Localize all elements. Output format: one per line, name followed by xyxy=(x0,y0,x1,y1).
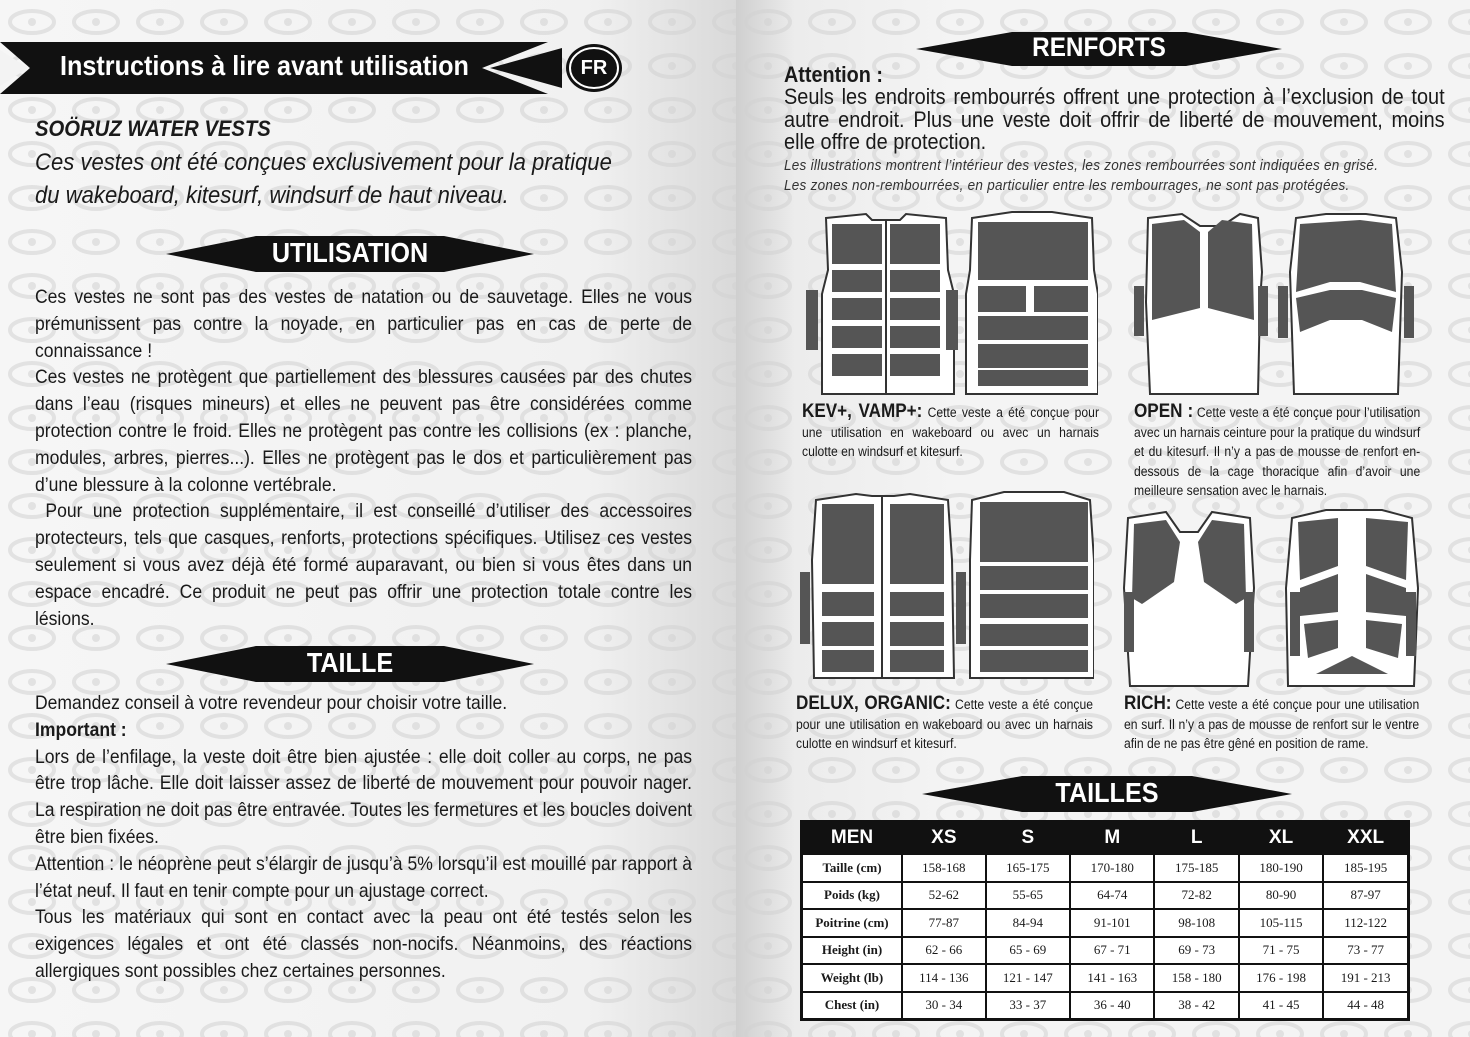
table-cell: 176 - 198 xyxy=(1239,964,1323,992)
vest-delux-illustration xyxy=(794,490,1094,682)
header-cell: XL xyxy=(1239,822,1323,855)
illustration-note xyxy=(784,156,1450,196)
important-label: Important : xyxy=(35,718,127,741)
row-label: Poitrine (cm) xyxy=(802,909,903,937)
model-desc-rich xyxy=(1124,694,1419,754)
table-cell: 114 - 136 xyxy=(902,964,986,992)
header-cell: MEN xyxy=(802,822,903,855)
table-cell: 41 - 45 xyxy=(1239,992,1323,1020)
taille-paragraph: Lors de l’enfilage, la veste doit être bien ajustée : elle doit coller au corps, ne pas être trop lâche. Elle doit laisser assez de liberté de mouvement pour pouvoir nager. La respiration ne doit pas être entravée. Toutes les fermetures et les boucles doivent être bien fixées. xyxy=(35,745,692,848)
table-cell: 36 - 40 xyxy=(1070,992,1154,1020)
taille-intro: Demandez conseil à votre revendeur pour choisir votre taille. xyxy=(35,692,508,714)
size-table-header xyxy=(802,822,1409,855)
row-label: Poids (kg) xyxy=(802,882,903,910)
model-name: RICH: xyxy=(1124,693,1172,714)
table-cell: 64-74 xyxy=(1070,882,1154,910)
taille-paragraph: Tous les matériaux qui sont en contact avec la peau ont été testés selon les exigences légales et ont été classés non-nocifs. Néanmoins, des réactions allergiques sont possibles chez certaines personnes. xyxy=(35,906,692,982)
table-row xyxy=(802,937,1409,965)
vest-kev-illustration xyxy=(798,210,1098,400)
right-page xyxy=(736,0,1470,1037)
model-text: Cette veste a été conçue pour l’utilisation avec un harnais ceinture pour la pratique du windsurf et du kitesurf. Il n’y a pas de mousse de renfort en-dessous de la cage thoracique afin d’avoir une meilleure sensation avec le harnais. xyxy=(1134,405,1421,498)
header-cell: M xyxy=(1070,822,1154,855)
table-cell: 80-90 xyxy=(1239,882,1323,910)
note-line: Les zones non-rembourrées, en particulier entre les rembourrages, ne sont pas protégées. xyxy=(784,177,1350,194)
model-name: KEV+, VAMP+: xyxy=(802,401,923,422)
utilisation-heading: UTILISATION xyxy=(271,237,429,268)
table-cell: 52-62 xyxy=(902,882,986,910)
table-cell: 30 - 34 xyxy=(902,992,986,1020)
table-cell: 65 - 69 xyxy=(986,937,1070,965)
page-title: Instructions à lire avant utilisation xyxy=(60,50,469,81)
table-cell: 67 - 71 xyxy=(1070,937,1154,965)
row-label: Taille (cm) xyxy=(802,854,903,882)
table-cell: 121 - 147 xyxy=(986,964,1070,992)
utilisation-banner xyxy=(166,236,534,272)
table-row xyxy=(802,964,1409,992)
model-name: OPEN : xyxy=(1134,401,1194,422)
table-cell: 73 - 77 xyxy=(1323,937,1408,965)
model-text: Cette veste a été conçue pour une utilisation en wakeboard ou avec un harnais culotte en windsurf et kitesurf. xyxy=(802,405,1099,459)
table-cell: 98-108 xyxy=(1154,909,1238,937)
table-cell: 84-94 xyxy=(986,909,1070,937)
vest-open-illustration xyxy=(1130,212,1420,398)
tailles-heading: TAILLES xyxy=(1055,777,1159,808)
renforts-heading: RENFORTS xyxy=(1032,32,1166,62)
model-name: DELUX, ORGANIC: xyxy=(796,693,951,714)
note-line: Les illustrations montrent l’intérieur des vestes, les zones rembourrées sont indiquées en grisé. xyxy=(784,157,1379,174)
vest-rich-illustration xyxy=(1120,508,1420,688)
table-row xyxy=(802,854,1409,882)
table-cell: 165-175 xyxy=(986,854,1070,882)
table-row xyxy=(802,992,1409,1020)
table-cell: 69 - 73 xyxy=(1154,937,1238,965)
table-cell: 175-185 xyxy=(1154,854,1238,882)
table-cell: 170-180 xyxy=(1070,854,1154,882)
table-cell: 72-82 xyxy=(1154,882,1238,910)
table-cell: 180-190 xyxy=(1239,854,1323,882)
intro-text: Ces vestes ont été conçues exclusivement pour la pratique du wakeboard, kitesurf, windsurf de haut niveau. xyxy=(35,149,612,209)
table-cell: 191 - 213 xyxy=(1323,964,1408,992)
utilisation-paragraph: Ces vestes ne sont pas des vestes de natation ou de sauvetage. Elles ne vous prémunissent pas contre la noyade, en particulier pas en cas de perte de connaissance ! xyxy=(35,286,692,362)
utilisation-paragraph: Ces vestes ne protègent que partiellement des blessures causées par des chutes dans l’eau (risques mineurs) et elles ne peuvent pas être considérées comme protection contre le froid. Elles ne protègent pas contre les collisions (ex : planche, modules, arbres, pierres...). Elles ne protègent pas le dos et particulièrement pas d’une blessure à la colonne vertébrale. xyxy=(35,366,692,496)
table-cell: 105-115 xyxy=(1239,909,1323,937)
taille-heading: TAILLE xyxy=(306,647,394,678)
table-cell: 185-195 xyxy=(1323,854,1408,882)
table-cell: 141 - 163 xyxy=(1070,964,1154,992)
taille-paragraph: Attention : le néoprène peut s’élargir de jusqu’à 5% lorsqu’il est mouillé par rapport à l’état neuf. Il faut en tenir compte pour un ajustage correct. xyxy=(35,852,692,902)
table-cell: 38 - 42 xyxy=(1154,992,1238,1020)
tailles-banner xyxy=(922,776,1292,812)
taille-body xyxy=(35,690,692,985)
table-cell: 87-97 xyxy=(1323,882,1408,910)
attention-label: Attention : xyxy=(784,62,883,87)
model-desc-delux xyxy=(796,694,1093,754)
utilisation-body xyxy=(35,284,697,632)
table-cell: 71 - 75 xyxy=(1239,937,1323,965)
header-cell: S xyxy=(986,822,1070,855)
table-cell: 91-101 xyxy=(1070,909,1154,937)
table-cell: 44 - 48 xyxy=(1323,992,1408,1020)
table-cell: 158-168 xyxy=(902,854,986,882)
table-cell: 55-65 xyxy=(986,882,1070,910)
row-label: Height (in) xyxy=(802,937,903,965)
renforts-banner xyxy=(916,32,1282,66)
model-desc-kev xyxy=(802,402,1099,462)
header-cell: XXL xyxy=(1323,822,1408,855)
taille-banner xyxy=(166,646,534,682)
model-desc-open xyxy=(1134,402,1420,501)
model-text: Cette veste a été conçue pour une utilisation en surf. Il n’y a pas de mousse de renfort sur le ventre afin de ne pas être gêné en position de rame. xyxy=(1124,697,1420,751)
header-cell: L xyxy=(1154,822,1238,855)
row-label: Chest (in) xyxy=(802,992,903,1020)
attention-body: Seuls les endroits rembourrés offrent une protection à l’exclusion de tout autre endroit. Plus une veste doit offrir de liberté de mouvement, moins elle offre de protection. xyxy=(784,84,1445,154)
table-cell: 77-87 xyxy=(902,909,986,937)
table-row xyxy=(802,909,1409,937)
table-cell: 62 - 66 xyxy=(902,937,986,965)
table-cell: 158 - 180 xyxy=(1154,964,1238,992)
table-row xyxy=(802,882,1409,910)
language-badge: FR xyxy=(580,57,608,79)
row-label: Weight (lb) xyxy=(802,964,903,992)
size-table xyxy=(800,820,1410,1021)
table-cell: 33 - 37 xyxy=(986,992,1070,1020)
model-text: Cette veste a été conçue pour une utilisation en wakeboard ou avec un harnais culotte en windsurf et kitesurf. xyxy=(796,697,1093,751)
header-cell: XS xyxy=(902,822,986,855)
utilisation-paragraph: Pour une protection supplémentaire, il est conseillé d’utiliser des accessoires protecteurs, tels que casques, renforts, protections spécifiques. Utilisez ces vestes seulement si vous avez déjà été formé auparavant, ou bien si vous êtes dans un espace encadré. Ce produit ne peut pas offrir une protection totale contre les lésions. xyxy=(35,500,697,630)
brand-line: SOÖRUZ WATER VESTS xyxy=(35,116,271,141)
table-cell: 112-122 xyxy=(1323,909,1408,937)
